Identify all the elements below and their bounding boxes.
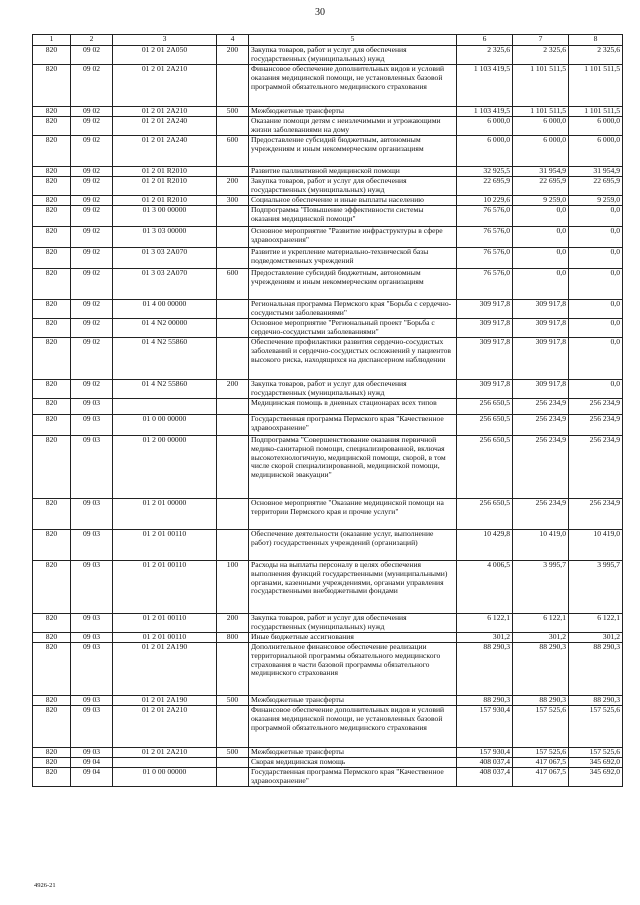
amount-year3-cell: 345 692,0 <box>569 768 623 787</box>
admin-code-cell: 820 <box>33 768 71 787</box>
amount-year3-cell: 0,0 <box>569 300 623 319</box>
expense-type-cell: 300 <box>217 196 249 206</box>
target-item-cell: 01 2 01 00110 <box>113 614 217 633</box>
table-row <box>33 206 623 227</box>
col-header-7: 7 <box>513 35 569 46</box>
description-cell: Закупка товаров, работ и услуг для обеспечения государственных (муниципальных) нужд <box>249 380 457 399</box>
expense-type-cell <box>217 338 249 380</box>
section-code-cell: 09 02 <box>71 300 113 319</box>
amount-year2-cell: 256 234,9 <box>513 499 569 530</box>
amount-year3-cell: 0,0 <box>569 248 623 269</box>
section-code-cell: 09 03 <box>71 614 113 633</box>
description-cell: Предоставление субсидий бюджетным, автономным учреждениям и иным некоммерческим организациям <box>249 269 457 300</box>
table-row <box>33 696 623 706</box>
table-row <box>33 65 623 107</box>
section-code-cell: 09 02 <box>71 206 113 227</box>
amount-year2-cell: 6 000,0 <box>513 136 569 167</box>
amount-year3-cell: 157 525,6 <box>569 748 623 758</box>
admin-code-cell: 820 <box>33 399 71 415</box>
expense-type-cell <box>217 436 249 499</box>
amount-year1-cell: 6 122,1 <box>457 614 513 633</box>
description-cell: Закупка товаров, работ и услуг для обеспечения государственных (муниципальных) нужд <box>249 614 457 633</box>
admin-code-cell: 820 <box>33 530 71 561</box>
admin-code-cell: 820 <box>33 300 71 319</box>
description-cell: Региональная программа Пермского края "Борьба с сердечно-сосудистыми заболеваниями" <box>249 300 457 319</box>
amount-year3-cell: 256 234,9 <box>569 436 623 499</box>
amount-year2-cell: 1 101 511,5 <box>513 107 569 117</box>
description-cell: Финансовое обеспечение дополнительных видов и условий оказания медицинской помощи, не установленных базовой программой обязательного медицинского страхования <box>249 706 457 748</box>
amount-year2-cell: 256 234,9 <box>513 415 569 436</box>
section-code-cell: 09 02 <box>71 46 113 65</box>
description-cell: Основное мероприятие "Оказание медицинской помощи на территории Пермского края и прочие услуги" <box>249 499 457 530</box>
section-code-cell: 09 03 <box>71 436 113 499</box>
section-code-cell: 09 04 <box>71 758 113 768</box>
expense-type-cell <box>217 206 249 227</box>
amount-year3-cell: 6 000,0 <box>569 136 623 167</box>
amount-year2-cell: 31 954,9 <box>513 167 569 177</box>
target-item-cell: 01 3 03 00000 <box>113 227 217 248</box>
target-item-cell: 01 4 N2 55860 <box>113 380 217 399</box>
amount-year3-cell: 31 954,9 <box>569 167 623 177</box>
amount-year3-cell: 88 290,3 <box>569 643 623 696</box>
admin-code-cell: 820 <box>33 117 71 136</box>
target-item-cell: 01 4 00 00000 <box>113 300 217 319</box>
amount-year2-cell: 309 917,8 <box>513 319 569 338</box>
amount-year2-cell: 157 525,6 <box>513 706 569 748</box>
expense-type-cell <box>217 399 249 415</box>
table-row <box>33 706 623 748</box>
admin-code-cell: 820 <box>33 206 71 227</box>
description-cell: Развитие и укрепление материально-технической базы подведомственных учреждений <box>249 248 457 269</box>
amount-year2-cell: 309 917,8 <box>513 300 569 319</box>
amount-year3-cell: 301,2 <box>569 633 623 643</box>
section-code-cell: 09 02 <box>71 167 113 177</box>
amount-year1-cell: 309 917,8 <box>457 300 513 319</box>
expense-type-cell: 200 <box>217 614 249 633</box>
table-row <box>33 300 623 319</box>
admin-code-cell: 820 <box>33 436 71 499</box>
amount-year1-cell: 256 650,5 <box>457 415 513 436</box>
target-item-cell: 01 3 03 2А070 <box>113 248 217 269</box>
amount-year2-cell: 417 067,5 <box>513 758 569 768</box>
col-header-1: 1 <box>33 35 71 46</box>
description-cell: Расходы на выплаты персоналу в целях обеспечения выполнения функций государственными (муниципальными) органами, казенными учреждениями, органами управления государственными внебюджетными фондами <box>249 561 457 614</box>
table-row <box>33 530 623 561</box>
target-item-cell: 01 2 01 2А190 <box>113 696 217 706</box>
expense-type-cell: 200 <box>217 177 249 196</box>
admin-code-cell: 820 <box>33 643 71 696</box>
table-row <box>33 269 623 300</box>
amount-year3-cell: 2 325,6 <box>569 46 623 65</box>
table-row <box>33 338 623 380</box>
target-item-cell: 01 2 01 2А190 <box>113 643 217 696</box>
admin-code-cell: 820 <box>33 706 71 748</box>
amount-year3-cell: 1 101 511,5 <box>569 107 623 117</box>
section-code-cell: 09 02 <box>71 177 113 196</box>
target-item-cell: 01 4 N2 00000 <box>113 319 217 338</box>
section-code-cell: 09 04 <box>71 768 113 787</box>
table-row <box>33 561 623 614</box>
admin-code-cell: 820 <box>33 269 71 300</box>
expense-type-cell <box>217 117 249 136</box>
expense-type-cell: 600 <box>217 269 249 300</box>
target-item-cell: 01 2 01 R2010 <box>113 167 217 177</box>
admin-code-cell: 820 <box>33 167 71 177</box>
budget-table <box>32 34 623 787</box>
description-cell: Иные бюджетные ассигнования <box>249 633 457 643</box>
table-row <box>33 758 623 768</box>
amount-year3-cell: 6 000,0 <box>569 117 623 136</box>
expense-type-cell <box>217 706 249 748</box>
amount-year3-cell: 3 995,7 <box>569 561 623 614</box>
section-code-cell: 09 02 <box>71 136 113 167</box>
table-body <box>33 46 623 787</box>
amount-year1-cell: 301,2 <box>457 633 513 643</box>
admin-code-cell: 820 <box>33 614 71 633</box>
description-cell: Закупка товаров, работ и услуг для обеспечения государственных (муниципальных) нужд <box>249 177 457 196</box>
table-row <box>33 633 623 643</box>
col-header-4: 4 <box>217 35 249 46</box>
expense-type-cell <box>217 167 249 177</box>
amount-year2-cell: 1 101 511,5 <box>513 65 569 107</box>
admin-code-cell: 820 <box>33 338 71 380</box>
description-cell: Основное мероприятие "Региональный проект "Борьба с сердечно-сосудистыми заболеваниями" <box>249 319 457 338</box>
admin-code-cell: 820 <box>33 46 71 65</box>
section-code-cell: 09 03 <box>71 643 113 696</box>
target-item-cell: 01 3 03 2А070 <box>113 269 217 300</box>
expense-type-cell: 200 <box>217 46 249 65</box>
amount-year2-cell: 6 000,0 <box>513 117 569 136</box>
admin-code-cell: 820 <box>33 380 71 399</box>
admin-code-cell: 820 <box>33 196 71 206</box>
amount-year2-cell: 88 290,3 <box>513 696 569 706</box>
expense-type-cell <box>217 768 249 787</box>
section-code-cell: 09 02 <box>71 338 113 380</box>
expense-type-cell: 800 <box>217 633 249 643</box>
expense-type-cell: 100 <box>217 561 249 614</box>
amount-year3-cell: 22 695,9 <box>569 177 623 196</box>
amount-year1-cell: 157 930,4 <box>457 748 513 758</box>
footer-code: 4926-21 <box>34 882 56 889</box>
table-row <box>33 436 623 499</box>
target-item-cell: 01 2 01 2А240 <box>113 136 217 167</box>
expense-type-cell: 200 <box>217 380 249 399</box>
table-row <box>33 117 623 136</box>
table-header-row <box>33 35 623 46</box>
amount-year1-cell: 1 103 419,5 <box>457 65 513 107</box>
table-row <box>33 614 623 633</box>
expense-type-cell <box>217 530 249 561</box>
amount-year1-cell: 32 925,5 <box>457 167 513 177</box>
target-item-cell: 01 2 01 00000 <box>113 499 217 530</box>
table-row <box>33 499 623 530</box>
admin-code-cell: 820 <box>33 696 71 706</box>
admin-code-cell: 820 <box>33 227 71 248</box>
amount-year2-cell: 0,0 <box>513 227 569 248</box>
description-cell: Межбюджетные трансферты <box>249 696 457 706</box>
amount-year3-cell: 10 419,0 <box>569 530 623 561</box>
target-item-cell: 01 2 01 R2010 <box>113 196 217 206</box>
amount-year3-cell: 0,0 <box>569 206 623 227</box>
col-header-2: 2 <box>71 35 113 46</box>
section-code-cell: 09 02 <box>71 269 113 300</box>
col-header-8: 8 <box>569 35 623 46</box>
table-row <box>33 748 623 758</box>
admin-code-cell: 820 <box>33 177 71 196</box>
expense-type-cell: 500 <box>217 107 249 117</box>
description-cell: Основное мероприятие "Развитие инфраструктуры в сфере здравоохранения" <box>249 227 457 248</box>
section-code-cell: 09 03 <box>71 499 113 530</box>
admin-code-cell: 820 <box>33 107 71 117</box>
amount-year2-cell: 88 290,3 <box>513 643 569 696</box>
expense-type-cell <box>217 65 249 107</box>
section-code-cell: 09 02 <box>71 117 113 136</box>
section-code-cell: 09 02 <box>71 380 113 399</box>
col-header-3: 3 <box>113 35 217 46</box>
table-row <box>33 136 623 167</box>
amount-year1-cell: 76 576,0 <box>457 248 513 269</box>
amount-year2-cell: 2 325,6 <box>513 46 569 65</box>
section-code-cell: 09 02 <box>71 196 113 206</box>
description-cell: Оказание помощи детям с неизлечимыми и угрожающими жизни заболеваниями на дому <box>249 117 457 136</box>
admin-code-cell: 820 <box>33 758 71 768</box>
section-code-cell: 09 03 <box>71 748 113 758</box>
admin-code-cell: 820 <box>33 136 71 167</box>
table-row <box>33 319 623 338</box>
description-cell: Межбюджетные трансферты <box>249 748 457 758</box>
amount-year1-cell: 408 037,4 <box>457 768 513 787</box>
target-item-cell: 01 2 01 00110 <box>113 633 217 643</box>
amount-year1-cell: 88 290,3 <box>457 696 513 706</box>
amount-year2-cell: 22 695,9 <box>513 177 569 196</box>
col-header-6: 6 <box>457 35 513 46</box>
expense-type-cell: 600 <box>217 136 249 167</box>
amount-year3-cell: 256 234,9 <box>569 415 623 436</box>
section-code-cell: 09 03 <box>71 530 113 561</box>
amount-year1-cell: 4 006,5 <box>457 561 513 614</box>
amount-year1-cell: 88 290,3 <box>457 643 513 696</box>
description-cell: Медицинская помощь в дневных стационарах всех типов <box>249 399 457 415</box>
target-item-cell <box>113 758 217 768</box>
target-item-cell: 01 2 01 00110 <box>113 530 217 561</box>
amount-year2-cell: 0,0 <box>513 248 569 269</box>
description-cell: Дополнительное финансовое обеспечение реализации территориальной программы обязательного медицинского страхования в части базовой программы обязательного медицинского страхования <box>249 643 457 696</box>
description-cell: Межбюджетные трансферты <box>249 107 457 117</box>
amount-year2-cell: 10 419,0 <box>513 530 569 561</box>
expense-type-cell <box>217 415 249 436</box>
expense-type-cell <box>217 300 249 319</box>
amount-year1-cell: 256 650,5 <box>457 399 513 415</box>
admin-code-cell: 820 <box>33 499 71 530</box>
amount-year3-cell: 0,0 <box>569 380 623 399</box>
amount-year1-cell: 2 325,6 <box>457 46 513 65</box>
description-cell: Закупка товаров, работ и услуг для обеспечения государственных (муниципальных) нужд <box>249 46 457 65</box>
amount-year1-cell: 309 917,8 <box>457 380 513 399</box>
admin-code-cell: 820 <box>33 561 71 614</box>
amount-year1-cell: 76 576,0 <box>457 227 513 248</box>
section-code-cell: 09 02 <box>71 65 113 107</box>
table-row <box>33 399 623 415</box>
section-code-cell: 09 02 <box>71 107 113 117</box>
target-item-cell: 01 2 01 2А210 <box>113 748 217 758</box>
section-code-cell: 09 03 <box>71 706 113 748</box>
target-item-cell: 01 3 00 00000 <box>113 206 217 227</box>
amount-year2-cell: 417 067,5 <box>513 768 569 787</box>
target-item-cell: 01 4 N2 55860 <box>113 338 217 380</box>
description-cell: Предоставление субсидий бюджетным, автономным учреждениям и иным некоммерческим организациям <box>249 136 457 167</box>
amount-year3-cell: 0,0 <box>569 319 623 338</box>
expense-type-cell: 500 <box>217 748 249 758</box>
target-item-cell: 01 2 01 2А210 <box>113 107 217 117</box>
amount-year2-cell: 0,0 <box>513 269 569 300</box>
expense-type-cell <box>217 227 249 248</box>
amount-year3-cell: 345 692,0 <box>569 758 623 768</box>
amount-year1-cell: 256 650,5 <box>457 499 513 530</box>
col-header-5: 5 <box>249 35 457 46</box>
table-row <box>33 380 623 399</box>
section-code-cell: 09 03 <box>71 633 113 643</box>
section-code-cell: 09 03 <box>71 399 113 415</box>
amount-year2-cell: 3 995,7 <box>513 561 569 614</box>
admin-code-cell: 820 <box>33 633 71 643</box>
table-row <box>33 46 623 65</box>
target-item-cell: 01 2 01 2А210 <box>113 706 217 748</box>
amount-year3-cell: 0,0 <box>569 338 623 380</box>
amount-year1-cell: 22 695,9 <box>457 177 513 196</box>
amount-year2-cell: 256 234,9 <box>513 399 569 415</box>
description-cell: Государственная программа Пермского края "Качественное здравоохранение" <box>249 415 457 436</box>
amount-year1-cell: 309 917,8 <box>457 338 513 380</box>
target-item-cell: 01 2 01 2А050 <box>113 46 217 65</box>
amount-year1-cell: 10 229,6 <box>457 196 513 206</box>
description-cell: Обеспечение профилактики развития сердечно-сосудистых заболеваний и сердечно-сосудистых осложнений у пациентов высокого риска, находящихся на диспансерном наблюдении <box>249 338 457 380</box>
table-row <box>33 167 623 177</box>
amount-year3-cell: 88 290,3 <box>569 696 623 706</box>
target-item-cell: 01 0 00 00000 <box>113 415 217 436</box>
target-item-cell: 01 2 01 00110 <box>113 561 217 614</box>
section-code-cell: 09 02 <box>71 319 113 338</box>
target-item-cell: 01 2 01 2А240 <box>113 117 217 136</box>
admin-code-cell: 820 <box>33 748 71 758</box>
amount-year3-cell: 157 525,6 <box>569 706 623 748</box>
section-code-cell: 09 02 <box>71 248 113 269</box>
expense-type-cell <box>217 319 249 338</box>
amount-year1-cell: 1 103 419,5 <box>457 107 513 117</box>
description-cell: Социальное обеспечение и иные выплаты населению <box>249 196 457 206</box>
amount-year2-cell: 6 122,1 <box>513 614 569 633</box>
expense-type-cell <box>217 499 249 530</box>
description-cell: Подпрограмма "Повышение эффективности системы оказания медицинской помощи" <box>249 206 457 227</box>
table-row <box>33 107 623 117</box>
section-code-cell: 09 02 <box>71 227 113 248</box>
section-code-cell: 09 03 <box>71 696 113 706</box>
expense-type-cell <box>217 758 249 768</box>
amount-year1-cell: 76 576,0 <box>457 206 513 227</box>
amount-year3-cell: 0,0 <box>569 269 623 300</box>
amount-year2-cell: 309 917,8 <box>513 338 569 380</box>
admin-code-cell: 820 <box>33 248 71 269</box>
table-row <box>33 248 623 269</box>
expense-type-cell: 500 <box>217 696 249 706</box>
amount-year2-cell: 301,2 <box>513 633 569 643</box>
table-row <box>33 415 623 436</box>
amount-year1-cell: 256 650,5 <box>457 436 513 499</box>
amount-year2-cell: 256 234,9 <box>513 436 569 499</box>
table-row <box>33 643 623 696</box>
amount-year1-cell: 10 429,8 <box>457 530 513 561</box>
amount-year2-cell: 157 525,6 <box>513 748 569 758</box>
amount-year1-cell: 76 576,0 <box>457 269 513 300</box>
amount-year3-cell: 6 122,1 <box>569 614 623 633</box>
table-row <box>33 227 623 248</box>
description-cell: Финансовое обеспечение дополнительных видов и условий оказания медицинской помощи, не установленных базовой программой обязательного медицинского страхования <box>249 65 457 107</box>
section-code-cell: 09 03 <box>71 561 113 614</box>
description-cell: Обеспечение деятельности (оказание услуг, выполнение работ) государственных учреждений (организаций) <box>249 530 457 561</box>
amount-year1-cell: 309 917,8 <box>457 319 513 338</box>
amount-year3-cell: 9 259,0 <box>569 196 623 206</box>
table-row <box>33 196 623 206</box>
description-cell: Развитие паллиативной медицинской помощи <box>249 167 457 177</box>
amount-year2-cell: 9 259,0 <box>513 196 569 206</box>
description-cell: Государственная программа Пермского края "Качественное здравоохранение" <box>249 768 457 787</box>
target-item-cell: 01 2 01 R2010 <box>113 177 217 196</box>
amount-year1-cell: 6 000,0 <box>457 117 513 136</box>
admin-code-cell: 820 <box>33 319 71 338</box>
section-code-cell: 09 03 <box>71 415 113 436</box>
page-number: 30 <box>315 7 325 18</box>
amount-year1-cell: 157 930,4 <box>457 706 513 748</box>
admin-code-cell: 820 <box>33 65 71 107</box>
target-item-cell: 01 2 00 00000 <box>113 436 217 499</box>
amount-year3-cell: 256 234,9 <box>569 399 623 415</box>
expense-type-cell <box>217 643 249 696</box>
admin-code-cell: 820 <box>33 415 71 436</box>
target-item-cell <box>113 399 217 415</box>
amount-year1-cell: 408 037,4 <box>457 758 513 768</box>
amount-year1-cell: 6 000,0 <box>457 136 513 167</box>
amount-year3-cell: 1 101 511,5 <box>569 65 623 107</box>
description-cell: Подпрограмма "Совершенствование оказания первичной медико-санитарной помощи, специализированной, включая высокотехнологичную, медицинской помощи, скорой, в том числе скорой специализированной, медицинской помощи, медицинской эвакуации" <box>249 436 457 499</box>
target-item-cell: 01 0 00 00000 <box>113 768 217 787</box>
description-cell: Скорая медицинская помощь <box>249 758 457 768</box>
amount-year3-cell: 256 234,9 <box>569 499 623 530</box>
target-item-cell: 01 2 01 2А210 <box>113 65 217 107</box>
expense-type-cell <box>217 248 249 269</box>
table-row <box>33 768 623 787</box>
amount-year2-cell: 309 917,8 <box>513 380 569 399</box>
amount-year3-cell: 0,0 <box>569 227 623 248</box>
table-row <box>33 177 623 196</box>
amount-year2-cell: 0,0 <box>513 206 569 227</box>
